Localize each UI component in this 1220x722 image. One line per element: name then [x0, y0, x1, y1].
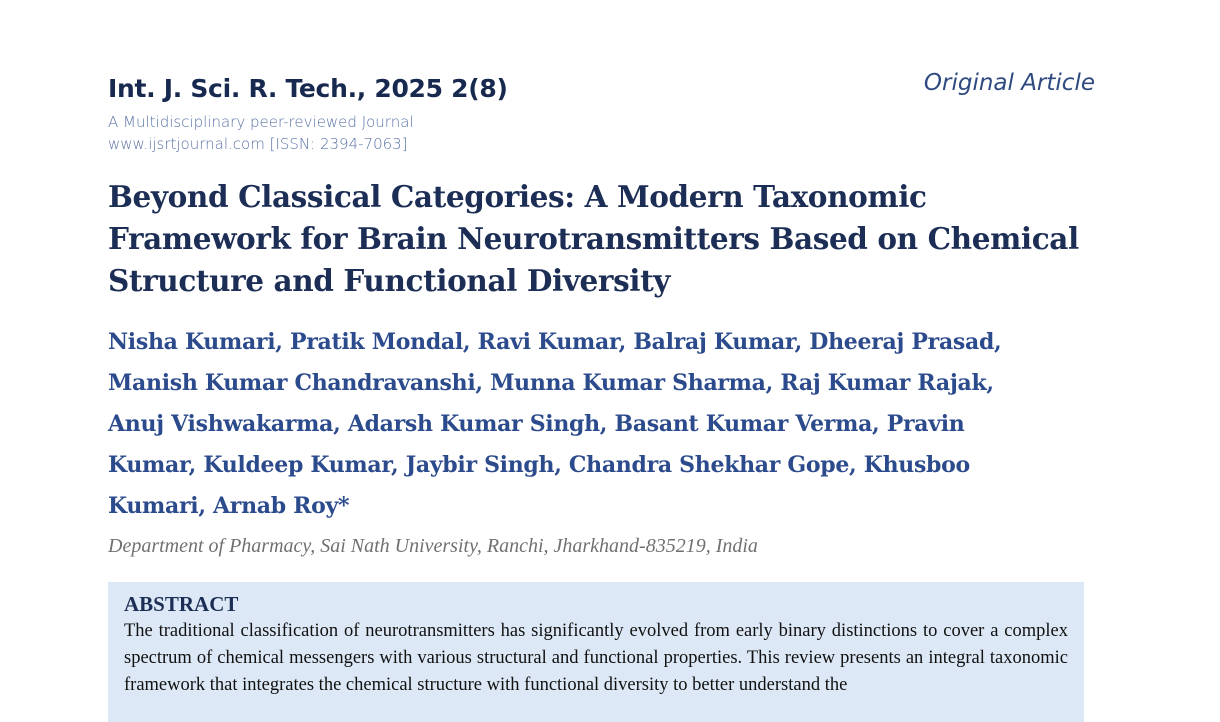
journal-subtitle: A Multidisciplinary peer-reviewed Journal	[108, 113, 414, 131]
journal-url-issn: www.ijsrtjournal.com [ISSN: 2394-7063]	[108, 135, 408, 153]
article-type-label: Original Article	[923, 70, 1095, 96]
abstract-heading: ABSTRACT	[124, 592, 239, 616]
journal-title: Int. J. Sci. R. Tech., 2025 2(8)	[108, 74, 508, 103]
paper-title: Beyond Classical Categories: A Modern Taxonomic Framework for Brain Neurotransmitters Based on Chemical Structure and Functional Diversity	[108, 179, 1079, 298]
abstract-box	[108, 582, 1084, 722]
author-list: Nisha Kumari, Pratik Mondal, Ravi Kumar, Balraj Kumar, Dheeraj Prasad, Manish Kumar Chandravanshi, Munna Kumar Sharma, Raj Kumar Rajak, Anuj Vishwakarma, Adarsh Kumar Singh, Basant Kumar Verma, Pravin Kumar, Kuldeep Kumar, Jaybir Singh, Chandra Shekhar Gope, Khusboo Kumari, Arnab Roy*	[108, 329, 1002, 519]
abstract-text: The traditional classification of neurotransmitters has significantly evolved from early binary distinctions to cover a complex spectrum of chemical messengers with various structural and functional properties. This review presents an integral taxonomic framework that integrates the chemical structure with functional diversity to better understand the	[124, 621, 1068, 695]
affiliation: Department of Pharmacy, Sai Nath University, Ranchi, Jharkhand-835219, India	[108, 535, 758, 557]
